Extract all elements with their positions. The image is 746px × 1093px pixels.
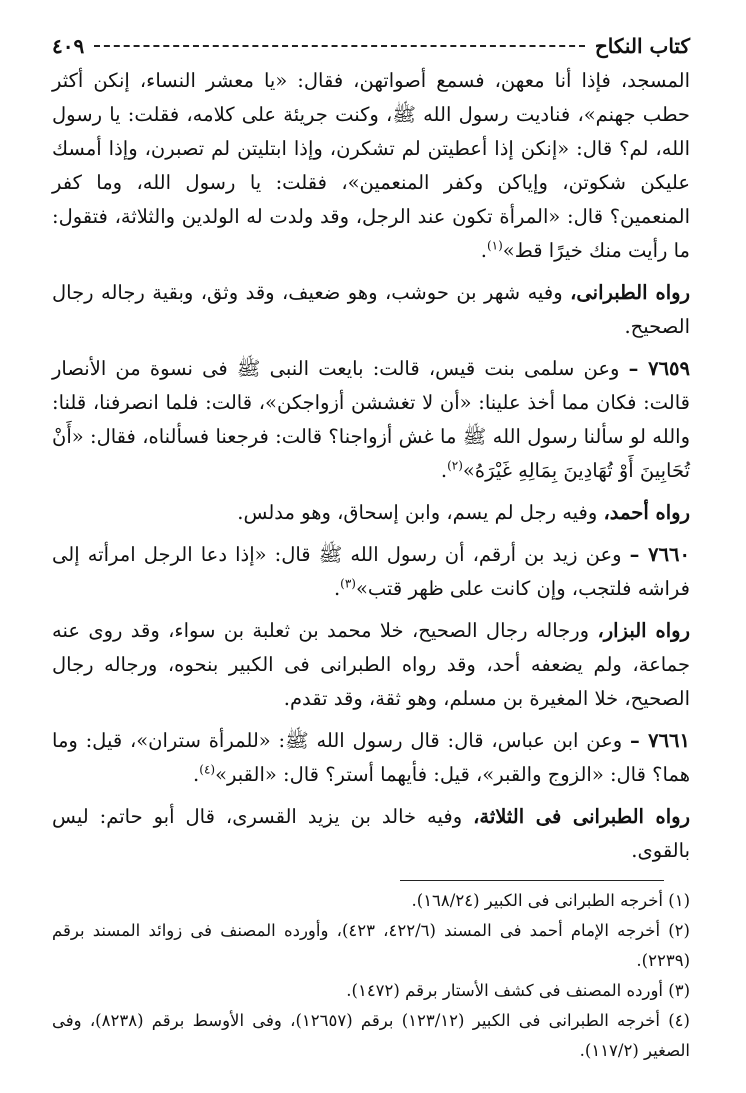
paragraph-source-note — [52, 800, 690, 868]
footnote-ref: (٣) — [340, 576, 356, 591]
page-body — [52, 28, 690, 876]
paragraph-text: وعن ابن عباس، قال: قال رسول الله ﷺ: «للمرأة ستران»، قيل: وما هما؟ قال: «الزوج والقبر»، قيل: فأيهما أستر؟ قال: «القبر» — [52, 729, 690, 786]
paragraph-source-note — [52, 614, 690, 716]
footnote-3: (٣) أورده المصنف فى كشف الأستار برقم (١٤٧٢). — [346, 981, 690, 1000]
source-label: رواه الطبرانى، — [570, 281, 690, 304]
paragraph-text: المسجد، فإذا أنا معهن، فسمع أصواتهن، فقال: «يا معشر النساء، إنكن أكثر حطب جهنم»، فناديت رسول الله ﷺ، وكنت جريئة على كلامه، فقلت: يا رسول الله، لم؟ قال: «إنكن إذا أعطيتن لم تشكرن، وإذا ابتليتن لم تصبرن، وإذا أمسك عليكن شكوتن، وإياكن وكفر المنعمين»، فقلت: يا رسول الله، وما كفر المنعمين؟ قال: «المرأة تكون عند الرجل، وقد ولدت له الولدين والثلاثة، فتقول: ما رأيت منك خيرًا قط» — [52, 69, 690, 262]
running-header — [52, 28, 690, 64]
footnote-1: (١) أخرجه الطبرانى فى الكبير (١٦٨/٢٤). — [411, 891, 690, 910]
footnote-ref: (٤) — [199, 762, 216, 777]
paragraph-source-note — [52, 276, 690, 344]
footnote-separator — [400, 880, 664, 881]
paragraph-text: ورجاله رجال الصحيح، خلا محمد بن ثعلبة بن سواء، وقد روى عنه جماعة، ولم يضعفه أحد، وقد رواه الطبرانى فى الكبير بنحوه، ورجاله رجال الصحيح، خلا المغيرة بن مسلم، وهو ثقة، وقد تقدم. — [52, 619, 690, 710]
paragraph-text: وفيه رجل لم يسم، وابن إسحاق، وهو مدلس. — [237, 501, 604, 524]
source-label: رواه الطبرانى فى الثلاثة، — [473, 805, 691, 828]
source-label: رواه أحمد، — [603, 501, 690, 524]
paragraph-tail: . — [333, 577, 341, 600]
source-label: رواه البزار، — [597, 619, 690, 642]
paragraph-source-note — [52, 496, 690, 530]
paragraph-text: وفيه شهر بن حوشب، وهو ضعيف، وقد وثق، وبقية رجاله رجال الصحيح. — [52, 281, 690, 338]
paragraph-hadith-7661 — [52, 724, 690, 792]
header-rule — [94, 45, 585, 47]
footnote-ref: (٢) — [447, 458, 463, 473]
paragraph-text: وفيه خالد بن يزيد القسرى، قال أبو حاتم: ليس بالقوى. — [52, 805, 690, 862]
paragraph-hadith-7660 — [52, 538, 690, 606]
paragraph-text: وعن زيد بن أرقم، أن رسول الله ﷺ قال: «إذا دعا الرجل امرأته إلى فراشه فلتجب، وإن كانت على ظهر قتب» — [52, 543, 690, 600]
paragraph-hadith-7659: ٧٦٥٩ – وعن سلمى بنت قيس، قالت: بايعت النبى ﷺ فى نسوة من الأنصار قالت: فكان مما أخذ علينا: «أن لا تغششن أزواجكن»، قالت: فلما انصرفنا، قلنا: والله لو سألنا رسول الله ﷺ ما غش أزواجنا؟ قالت: فرجعنا فسألناه، فقال: «أَنْ تُحَابِينَ أَوْ تُهَادِينَ بِمَالِهِ غَيْرَهُ»$^{(٢)}$. — [52, 357, 691, 482]
footnote-4: (٤) أخرجه الطبرانى فى الكبير (١٢٣/١٢) برقم (١٢٦٥٧)، وفى الأوسط برقم (٨٢٣٨)، وفى الصغير (١١٧/٢). — [52, 1011, 690, 1060]
paragraph-text: وعن سلمى بنت قيس، قالت: بايعت النبى ﷺ فى نسوة من الأنصار قالت: فكان مما أخذ علينا: «أن لا تغششن أزواجكن»، قالت: فلما انصرفنا، قلنا: والله لو سألنا رسول الله ﷺ ما غش أزواجنا؟ قالت: فرجعنا فسألناه، فقال: «أَنْ تُحَابِينَ أَوْ تُهَادِينَ بِمَالِهِ غَيْرَهُ» — [52, 357, 690, 482]
footnote-2: (٢) أخرجه الإمام أحمد فى المسند (٤٢٢/٦، ٤٢٣)، وأورده المصنف فى زوائد المسند برقم (٢٢٣٩). — [52, 921, 690, 970]
paragraph-hadith-continuation: المسجد، فإذا أنا معهن، فسمع أصواتهن، فقال: «يا معشر النساء، إنكن أكثر حطب جهنم»، فناديت رسول الله ﷺ، وكنت جريئة على كلامه، فقلت: يا رسول الله، لم؟ قال: «إنكن إذا أعطيتن لم تشكرن، وإذا ابتليتن لم تصبرن، وإذا أمسك عليكن شكوتن، وإياكن وكفر المنعمين»، فقلت: يا رسول الله، وما كفر المنعمين؟ قال: «المرأة تكون عند الرجل، وقد ولدت له الولدين والثلاثة، فتقول: ما رأيت منك خيرًا قط»$^{(١)}$. — [52, 69, 690, 262]
footnote-ref: (١) — [486, 238, 503, 253]
hadith-number: ٧٦٦٠ – — [629, 543, 690, 566]
page-number: ٤٠٩ — [52, 34, 85, 58]
paragraph-tail: . — [193, 763, 200, 786]
footnotes — [52, 886, 690, 1066]
hadith-number: ٧٦٥٩ – — [628, 357, 691, 380]
hadith-number: ٧٦٦١ – — [629, 729, 690, 752]
book-title: كتاب النكاح — [594, 34, 690, 58]
